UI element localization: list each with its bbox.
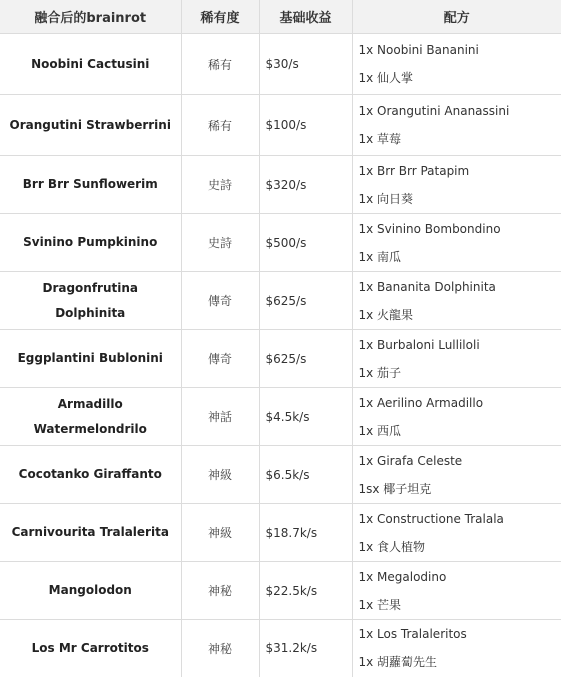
cell-income: $625/s (259, 330, 352, 388)
cell-recipe (352, 156, 561, 214)
cell-income: $100/s (259, 95, 352, 156)
cell-rarity: 史詩 (181, 214, 259, 272)
cell-name: Mangolodon (0, 562, 181, 620)
cell-recipe (352, 446, 561, 504)
cell-rarity: 傳奇 (181, 330, 259, 388)
cell-income: $625/s (259, 272, 352, 330)
cell-rarity: 神話 (181, 388, 259, 446)
recipe-ingredient: 1x Orangutini Ananassini (359, 97, 561, 125)
cell-rarity: 稀有 (181, 34, 259, 95)
cell-income: $30/s (259, 34, 352, 95)
recipe-ingredient: 1x 西瓜 (359, 417, 561, 445)
table-row (0, 330, 561, 388)
recipe-ingredient: 1x Constructione Tralala (359, 505, 561, 533)
cell-recipe (352, 388, 561, 446)
cell-income: $18.7k/s (259, 504, 352, 562)
recipe-ingredient: 1x Svinino Bombondino (359, 215, 561, 243)
cell-rarity: 稀有 (181, 95, 259, 156)
cell-recipe (352, 34, 561, 95)
cell-recipe (352, 562, 561, 620)
recipe-ingredient: 1x Burbaloni Lulliloli (359, 331, 561, 359)
table-row (0, 562, 561, 620)
recipe-ingredient: 1x 芒果 (359, 591, 561, 619)
cell-rarity: 神秘 (181, 562, 259, 620)
recipe-ingredient: 1x 胡蘿蔔先生 (359, 648, 561, 676)
cell-rarity: 史詩 (181, 156, 259, 214)
table-row (0, 388, 561, 446)
table-row (0, 156, 561, 214)
cell-income: $31.2k/s (259, 620, 352, 677)
cell-rarity: 傳奇 (181, 272, 259, 330)
table-header-row (0, 0, 561, 34)
cell-rarity: 神級 (181, 504, 259, 562)
cell-name: Carnivourita Tralalerita (0, 504, 181, 562)
recipe-ingredient: 1x Noobini Bananini (359, 36, 561, 64)
cell-name: Dragonfrutina Dolphinita (0, 272, 181, 330)
cell-name: Cocotanko Giraffanto (0, 446, 181, 504)
table-row (0, 620, 561, 677)
cell-name: Brr Brr Sunflowerim (0, 156, 181, 214)
recipe-ingredient: 1x Brr Brr Patapim (359, 157, 561, 185)
recipe-ingredient: 1x 向日葵 (359, 185, 561, 213)
cell-rarity: 神秘 (181, 620, 259, 677)
cell-income: $320/s (259, 156, 352, 214)
recipe-ingredient: 1x Megalodino (359, 563, 561, 591)
table-row (0, 34, 561, 95)
cell-income: $22.5k/s (259, 562, 352, 620)
cell-name: Los Mr Carrotitos (0, 620, 181, 677)
column-header-name: 融合后的brainrot (0, 0, 181, 34)
cell-income: $6.5k/s (259, 446, 352, 504)
recipe-ingredient: 1x 仙人掌 (359, 64, 561, 92)
recipe-ingredient: 1x 火龍果 (359, 301, 561, 329)
table-row (0, 95, 561, 156)
cell-recipe (352, 272, 561, 330)
table-row (0, 214, 561, 272)
column-header-recipe: 配方 (352, 0, 561, 34)
cell-rarity: 神級 (181, 446, 259, 504)
cell-name: Eggplantini Bublonini (0, 330, 181, 388)
table-row (0, 504, 561, 562)
cell-name: Svinino Pumpkinino (0, 214, 181, 272)
recipe-ingredient: 1x Los Tralaleritos (359, 620, 561, 648)
table-row (0, 272, 561, 330)
recipe-ingredient: 1x Bananita Dolphinita (359, 273, 561, 301)
cell-name: Orangutini Strawberrini (0, 95, 181, 156)
cell-income: $500/s (259, 214, 352, 272)
table-row (0, 446, 561, 504)
recipe-ingredient: 1x Girafa Celeste (359, 447, 561, 475)
cell-name: Noobini Cactusini (0, 34, 181, 95)
cell-recipe (352, 330, 561, 388)
cell-recipe (352, 95, 561, 156)
cell-income: $4.5k/s (259, 388, 352, 446)
cell-recipe (352, 214, 561, 272)
recipe-ingredient: 1x 茄子 (359, 359, 561, 387)
cell-name: Armadillo Watermelondrilo (0, 388, 181, 446)
column-header-income: 基础收益 (259, 0, 352, 34)
recipe-ingredient: 1x Aerilino Armadillo (359, 389, 561, 417)
recipe-ingredient: 1x 南瓜 (359, 243, 561, 271)
recipe-ingredient: 1x 草莓 (359, 125, 561, 153)
recipe-ingredient: 1sx 椰子坦克 (359, 475, 561, 503)
cell-recipe (352, 504, 561, 562)
recipe-ingredient: 1x 食人植物 (359, 533, 561, 561)
cell-recipe (352, 620, 561, 677)
column-header-rarity: 稀有度 (181, 0, 259, 34)
